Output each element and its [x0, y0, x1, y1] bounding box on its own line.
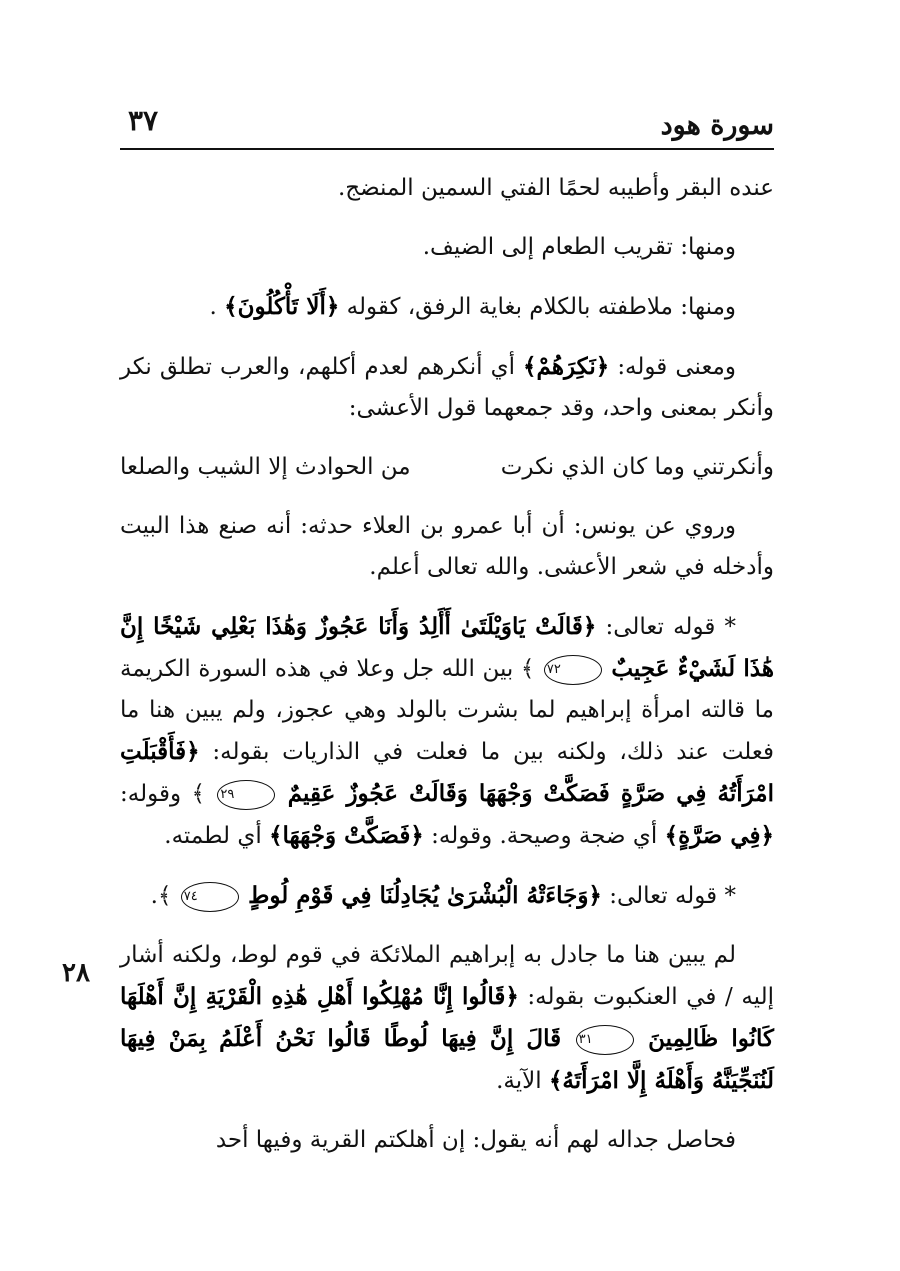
text: ومنها: تقريب الطعام إلى الضيف. — [422, 234, 736, 260]
poem-hemistich-first: وأنكرتني وما كان الذي نكرت — [500, 454, 774, 480]
quran-verse: ﴿فِي صَرَّةٍ﴾ — [664, 822, 774, 849]
text: أي لطمته. — [164, 823, 262, 849]
text: عنده البقر وأطيبه لحمًا الفتي السمين المنضج. — [337, 175, 774, 201]
quran-verse: ﴿نَكِرَهُمْ﴾ — [523, 353, 610, 380]
text: ومنها: ملاطفته بالكلام بغاية الرفق، كقوله — [346, 294, 736, 320]
paragraph — [120, 227, 774, 268]
quran-verse: ﴿فَأَقْبَلَتِ امْرَأَتُهُ فِي صَرَّةٍ فَصَكَّتْ وَجْهَهَا وَقَالَتْ عَجُوزٌ عَقِيمٌ — [120, 738, 775, 807]
text: أي ضجة وصيحة. وقوله: — [431, 823, 658, 849]
text: فحاصل جداله لهم أنه يقول: إن أهلكتم القرية وفيها أحد — [215, 1127, 736, 1153]
text: * قوله تعالى: — [609, 883, 736, 909]
quran-verse: قَالَ إِنَّ فِيهَا لُوطًا قَالُوا نَحْنُ أَعْلَمُ بِمَنْ فِيهَا لَنُنَجِّيَنَّهُ وَأَهْلَهُ إِلَّا امْرَأَتَهُ﴾ — [120, 1025, 774, 1094]
quran-verse: ﴿قَالُوا إِنَّا مُهْلِكُوا أَهْلِ هَٰذِهِ الْقَرْيَةِ إِنَّ أَهْلَهَا كَانُوا ظَالِمِينَ — [120, 983, 774, 1052]
text: أي أنكرهم لعدم أكلهم، والعرب تطلق نكر وأنكر بمعنى واحد، وقد جمعهما قول الأعشى: — [120, 354, 774, 421]
page-body — [120, 168, 774, 1179]
paragraph — [120, 168, 774, 209]
margin-reference-number: ٢٨ — [62, 958, 90, 988]
quran-verse: ﴿أَلَا تَأْكُلُونَ﴾ — [224, 293, 340, 320]
paragraph — [120, 935, 774, 1102]
text: الآية. — [496, 1068, 542, 1094]
quran-verse: ﴿فَصَكَّتْ وَجْهَهَا﴾ — [269, 822, 424, 849]
text: * قوله تعالى: — [605, 614, 736, 640]
paragraph — [120, 506, 774, 588]
surah-title: سورة هود — [660, 110, 774, 141]
text: وروي عن يونس: أن أبا عمرو بن العلاء حدثه: أنه صنع هذا البيت وأدخله في شعر الأعشى. والله تعالى أعلم. — [120, 513, 774, 580]
text: . — [209, 294, 217, 320]
paragraph — [120, 346, 774, 429]
ayah-number: ٧٢ — [544, 655, 602, 685]
poem-hemistich-second: من الحوادث إلا الشيب والصلعا — [120, 454, 411, 480]
quran-verse: ﴿قَالَتْ يَاوَيْلَتَىٰ أَأَلِدُ وَأَنَا عَجُوزٌ وَهَٰذَا بَعْلِي شَيْخًا إِنَّ هَٰذَا لَشَيْءٌ عَجِيبٌ — [120, 613, 774, 682]
ayah-number: ٧٤ — [181, 882, 239, 912]
quran-verse: ﴿وَجَاءَتْهُ الْبُشْرَىٰ يُجَادِلُنَا فِي قَوْمِ لُوطٍ — [248, 882, 602, 909]
page-header — [120, 102, 774, 150]
paragraph — [120, 286, 774, 328]
text: ومعنى قوله: — [617, 354, 736, 380]
text: ﴾ وقوله: — [120, 781, 205, 807]
paragraph — [120, 1120, 774, 1161]
text: ﴾. — [150, 883, 172, 909]
paragraph — [120, 606, 774, 857]
ayah-number: ٢٩ — [217, 780, 275, 810]
page-number: ٣٧ — [128, 104, 159, 137]
poem-line — [120, 447, 774, 488]
text: ﴾ بين الله جل وعلا في هذه السورة الكريمة ما قالته امرأة إبراهيم لما بشرت بالولد وهي عجوز، ولم يبين هنا ما فعلت عند ذلك، ولكنه بين ما فعلت في الذاريات بقوله: — [120, 656, 775, 765]
paragraph — [120, 875, 774, 917]
ayah-number: ٣١ — [576, 1025, 634, 1055]
text: لم يبين هنا ما جادل به إبراهيم الملائكة في قوم لوط، ولكنه أشار إليه / في العنكبوت بقوله: — [120, 942, 774, 1010]
